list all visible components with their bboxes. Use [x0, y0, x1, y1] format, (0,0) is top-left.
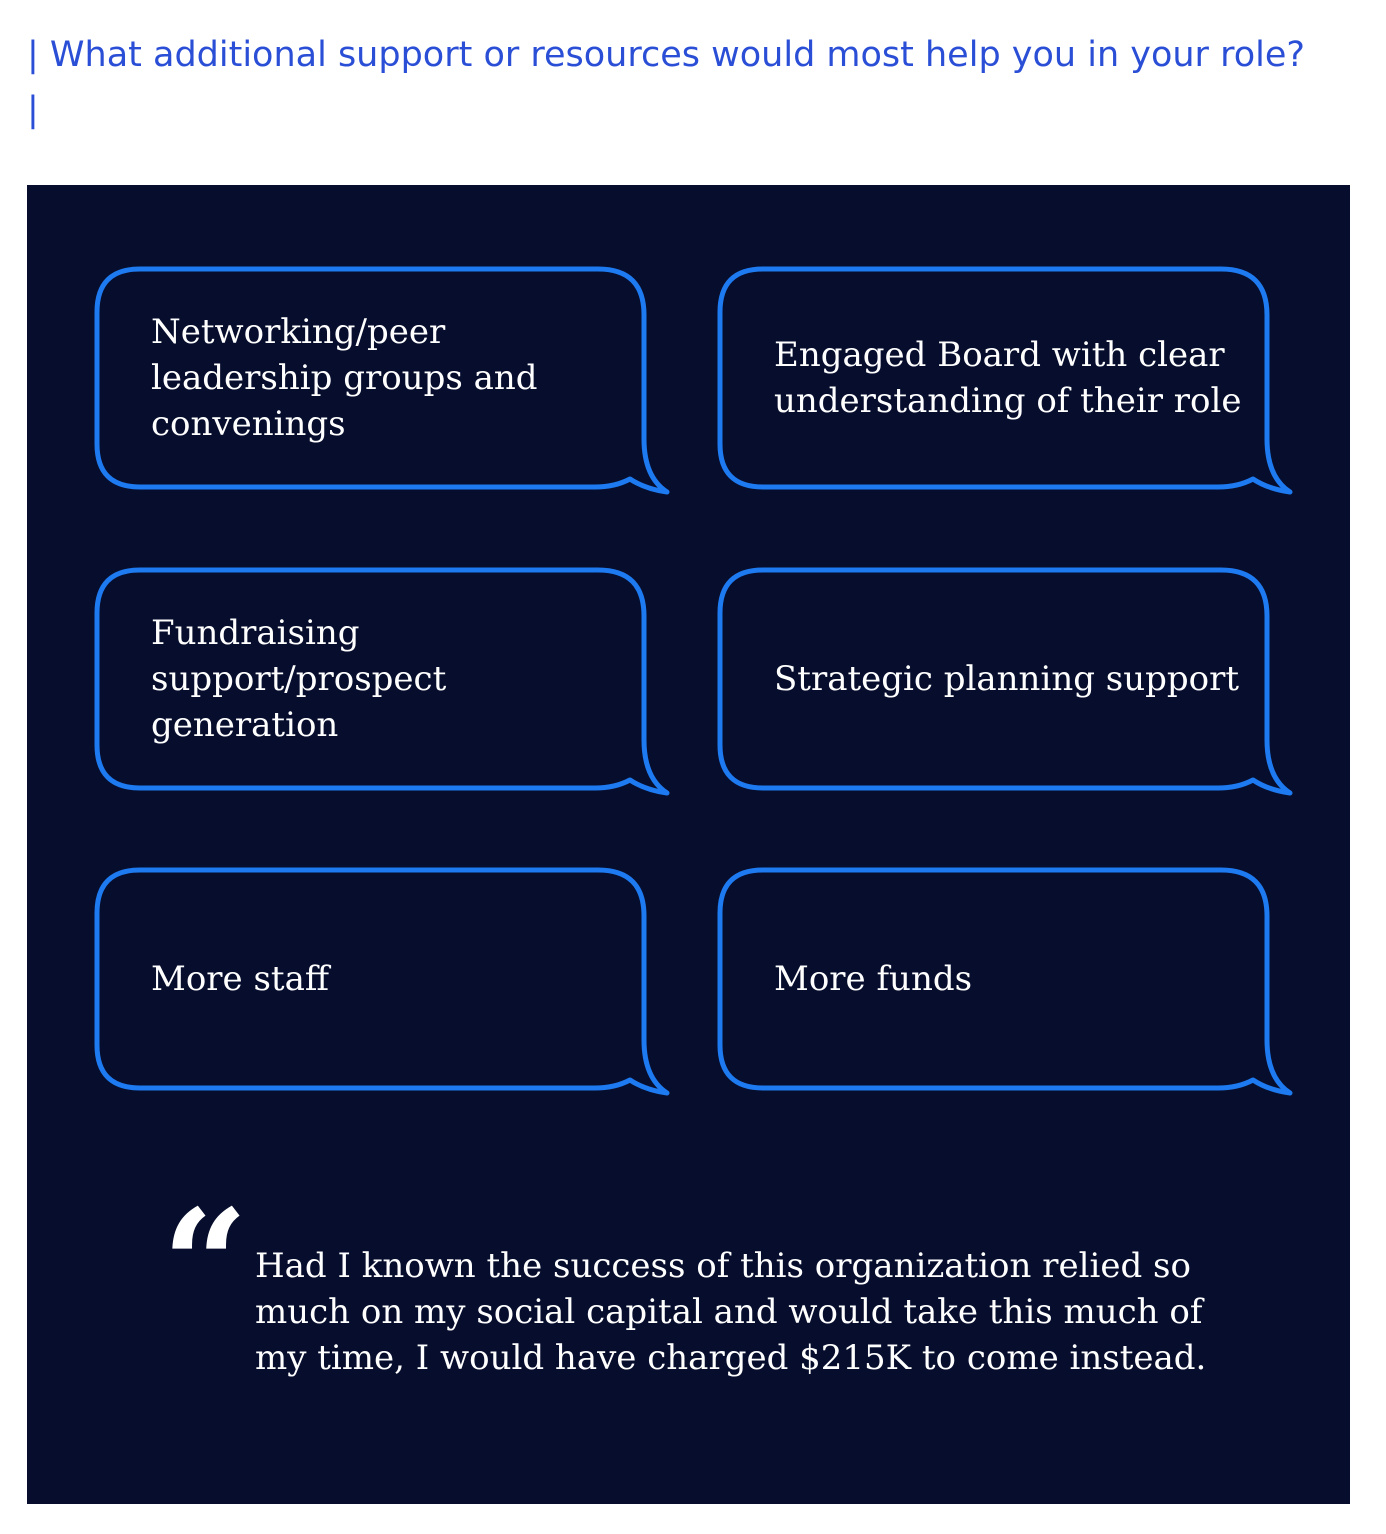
speech-bubble-more-funds [718, 868, 1293, 1100]
bubble-label: Strategic planning support [774, 659, 1240, 699]
question-heading: | What additional support or resources would most help you in your role? | [27, 35, 1305, 130]
responses-panel [27, 185, 1350, 1504]
speech-bubble-strategic-planning [718, 568, 1293, 800]
speech-bubble-networking [95, 267, 670, 499]
bubble-label: Engaged Board with clear understanding of their role [774, 335, 1242, 421]
speech-bubble-fundraising [95, 568, 670, 800]
bubble-label: Networking/peer leadership groups and convenings [151, 312, 538, 444]
bubble-label: More funds [774, 959, 973, 999]
bubble-label: Fundraising support/prospect generation [151, 613, 447, 745]
testimonial-quote: Had I known the success of this organization relied so much on my social capital and would take this much of my time, I would have charged $215K to come instead. [255, 1246, 1207, 1378]
speech-bubble-engaged-board [718, 267, 1293, 499]
quote-mark-icon: “ [162, 1177, 249, 1353]
speech-bubble-more-staff [95, 868, 670, 1100]
bubble-label: More staff [151, 959, 330, 999]
